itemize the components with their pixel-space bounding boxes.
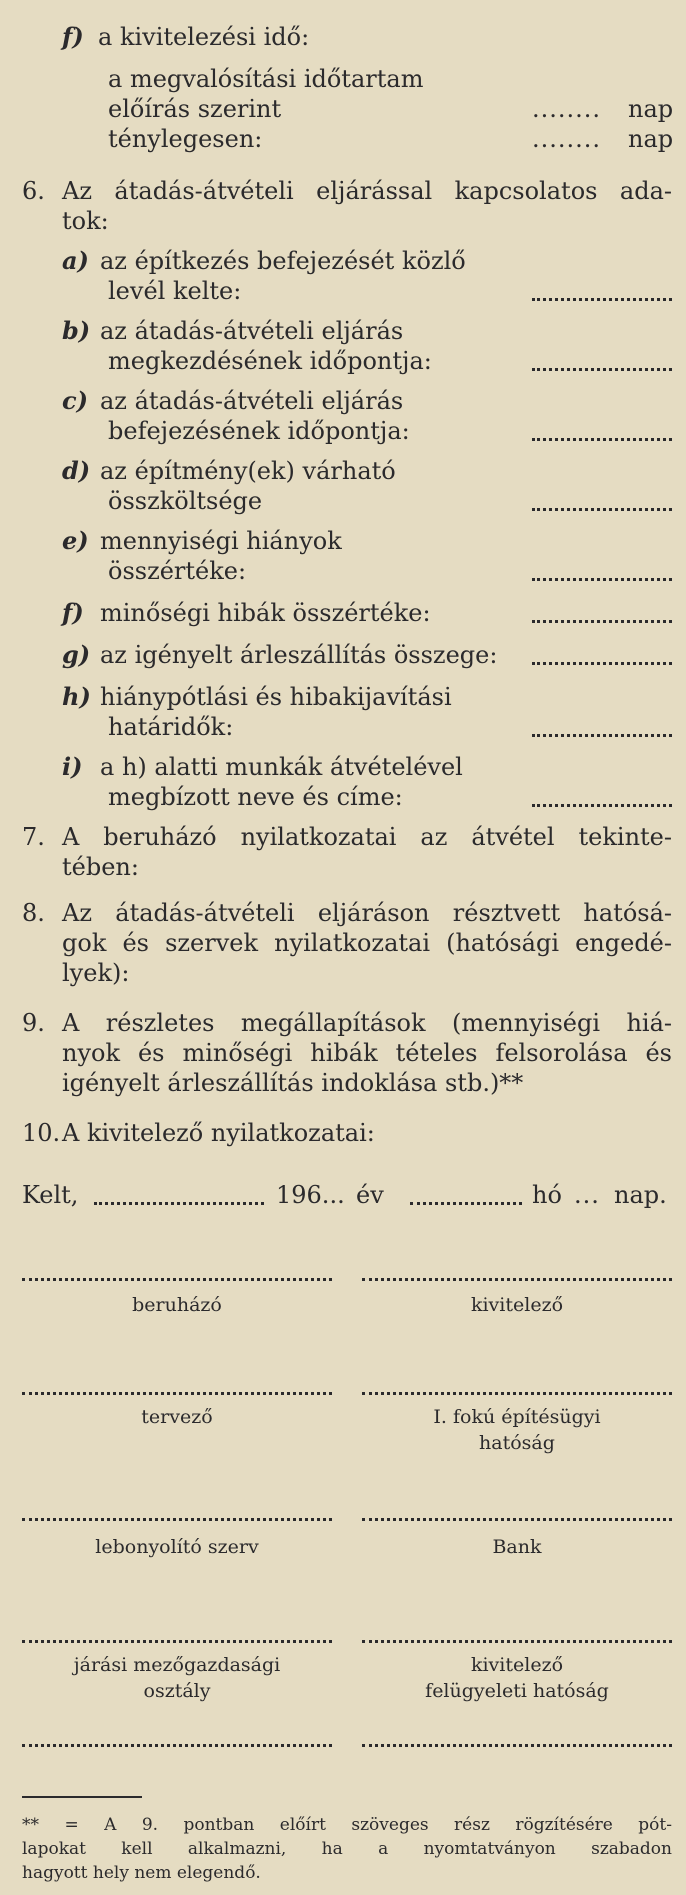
signature-label-felugyeleti-2: felügyeleti hatóság bbox=[425, 1680, 609, 1702]
item-f-line3: ténylegesen: bbox=[108, 125, 263, 153]
item-6c-line1: az átadás-átvételi eljárás bbox=[100, 387, 404, 415]
item-6d-line1: az építmény(ek) várható bbox=[100, 457, 396, 485]
item-6d-line2: összköltsége bbox=[108, 487, 263, 515]
item-f-label: f) bbox=[62, 22, 84, 51]
date-day-dots: ... bbox=[574, 1181, 600, 1209]
item-6i-fill-line bbox=[532, 804, 672, 807]
item-6b-line1: az átadás-átvételi eljárás bbox=[100, 317, 404, 345]
date-month-fill-line bbox=[410, 1202, 522, 1205]
date-ho: hó bbox=[532, 1181, 562, 1209]
item-6f-line1: minőségi hibák összértéke: bbox=[100, 599, 431, 627]
section8-line2: gok és szervek nyilatkozatai (hatósági engedé- bbox=[62, 929, 672, 957]
item-6d-label: d) bbox=[62, 456, 91, 485]
signature-label-bank: Bank bbox=[492, 1536, 542, 1558]
item-f-line2: előírás szerint bbox=[108, 95, 282, 123]
signature-line-extra-left bbox=[22, 1744, 332, 1747]
section8-number: 8. bbox=[22, 899, 45, 927]
signature-label-epitesugyi: I. fokú építésügyi bbox=[433, 1406, 601, 1428]
signature-label-epitesugyi-2: hatóság bbox=[479, 1432, 555, 1454]
item-6e-line2: összértéke: bbox=[108, 557, 247, 585]
item-6a-fill-line bbox=[532, 298, 672, 301]
item-6a-line2: levél kelte: bbox=[108, 277, 242, 305]
signature-line-bank bbox=[362, 1518, 672, 1521]
item-f-title: a kivitelezési idő: bbox=[98, 23, 310, 51]
signature-line-kivitelezo bbox=[362, 1278, 672, 1281]
item-6b-line2: megkezdésének időpontja: bbox=[108, 347, 432, 375]
section10-text: A kivitelező nyilatkozatai: bbox=[62, 1119, 375, 1147]
item-f-line3-dots: ........ bbox=[532, 125, 602, 153]
item-6f-label: f) bbox=[62, 598, 84, 627]
date-year: 196... bbox=[276, 1181, 345, 1209]
signature-line-felugyeleti bbox=[362, 1640, 672, 1643]
footnote-line3: hagyott hely nem elegendő. bbox=[22, 1863, 261, 1883]
item-6e-label: e) bbox=[62, 526, 89, 555]
signature-label-mezogazdasagi-2: osztály bbox=[143, 1680, 211, 1702]
item-6h-line2: határidők: bbox=[108, 713, 234, 741]
section9-line3: igényelt árleszállítás indoklása stb.)** bbox=[62, 1069, 524, 1097]
section10-number: 10. bbox=[22, 1119, 61, 1147]
item-f-line2-unit: nap bbox=[628, 95, 674, 123]
item-6i-line1: a h) alatti munkák átvételével bbox=[100, 753, 463, 781]
item-6h-fill-line bbox=[532, 734, 672, 737]
item-6b-fill-line bbox=[532, 368, 672, 371]
item-6f-fill-line bbox=[532, 620, 672, 623]
item-6c-label: c) bbox=[62, 386, 88, 415]
footnote-line1: ** = A 9. pontban előírt szöveges rész rögzítésére pót- bbox=[22, 1815, 672, 1835]
section9-line1: A részletes megállapítások (mennyiségi hiá- bbox=[62, 1009, 672, 1037]
item-6b-label: b) bbox=[62, 316, 91, 345]
signature-line-epitesugyi bbox=[362, 1392, 672, 1395]
item-f-line3-unit: nap bbox=[628, 125, 674, 153]
item-6i-line2: megbízott neve és címe: bbox=[108, 783, 403, 811]
date-kelt: Kelt, bbox=[22, 1181, 79, 1209]
section7-line2: tében: bbox=[62, 853, 139, 881]
signature-line-beruhazo bbox=[22, 1278, 332, 1281]
item-6c-fill-line bbox=[532, 438, 672, 441]
signature-line-extra-right bbox=[362, 1744, 672, 1747]
signature-line-lebonyolito bbox=[22, 1518, 332, 1521]
date-ev: év bbox=[356, 1181, 384, 1209]
item-6a-label: a) bbox=[62, 246, 89, 275]
item-6i-label: i) bbox=[62, 752, 83, 781]
item-6g-line1: az igényelt árleszállítás összege: bbox=[100, 641, 498, 669]
item-6g-fill-line bbox=[532, 662, 672, 665]
signature-line-mezogazdasagi bbox=[22, 1640, 332, 1643]
signature-label-mezogazdasagi: járási mezőgazdasági bbox=[73, 1654, 281, 1676]
item-f-line1: a megvalósítási időtartam bbox=[108, 65, 424, 93]
section9-number: 9. bbox=[22, 1009, 45, 1037]
section7-line1: A beruházó nyilatkozatai az átvétel tekinte- bbox=[62, 823, 672, 851]
item-6e-line1: mennyiségi hiányok bbox=[100, 527, 342, 555]
signature-label-tervezo: tervező bbox=[141, 1406, 213, 1428]
signature-label-felugyeleti: kivitelező bbox=[470, 1654, 564, 1676]
item-6h-line1: hiánypótlási és hibakijavítási bbox=[100, 683, 452, 711]
item-6h-label: h) bbox=[62, 682, 91, 711]
section8-line1: Az átadás-átvételi eljáráson résztvett hatósá- bbox=[62, 899, 672, 927]
section7-number: 7. bbox=[22, 823, 45, 851]
section6-title-line1: Az átadás-átvételi eljárással kapcsolatos ada- bbox=[62, 177, 672, 205]
item-6d-fill-line bbox=[532, 508, 672, 511]
item-6c-line2: befejezésének időpontja: bbox=[108, 417, 410, 445]
item-6a-line1: az építkezés befejezését közlő bbox=[100, 247, 466, 275]
section6-number: 6. bbox=[22, 177, 45, 205]
signature-line-tervezo bbox=[22, 1392, 332, 1395]
footnote-line2: lapokat kell alkalmazni, ha a nyomtatványon szabadon bbox=[22, 1839, 672, 1859]
signature-label-beruhazo: beruházó bbox=[132, 1294, 222, 1316]
item-6g-label: g) bbox=[62, 640, 91, 669]
item-6e-fill-line bbox=[532, 578, 672, 581]
footnote-separator bbox=[22, 1796, 142, 1798]
date-nap: nap. bbox=[614, 1181, 667, 1209]
section8-line3: lyek): bbox=[62, 959, 130, 987]
signature-label-lebonyolito: lebonyolító szerv bbox=[95, 1536, 259, 1558]
section9-line2: nyok és minőségi hibák tételes felsorolása és bbox=[62, 1039, 672, 1067]
signature-label-kivitelezo: kivitelező bbox=[470, 1294, 564, 1316]
date-place-fill-line bbox=[94, 1202, 264, 1205]
item-f-line2-dots: ........ bbox=[532, 95, 602, 123]
section6-title-line2: tok: bbox=[62, 207, 109, 235]
